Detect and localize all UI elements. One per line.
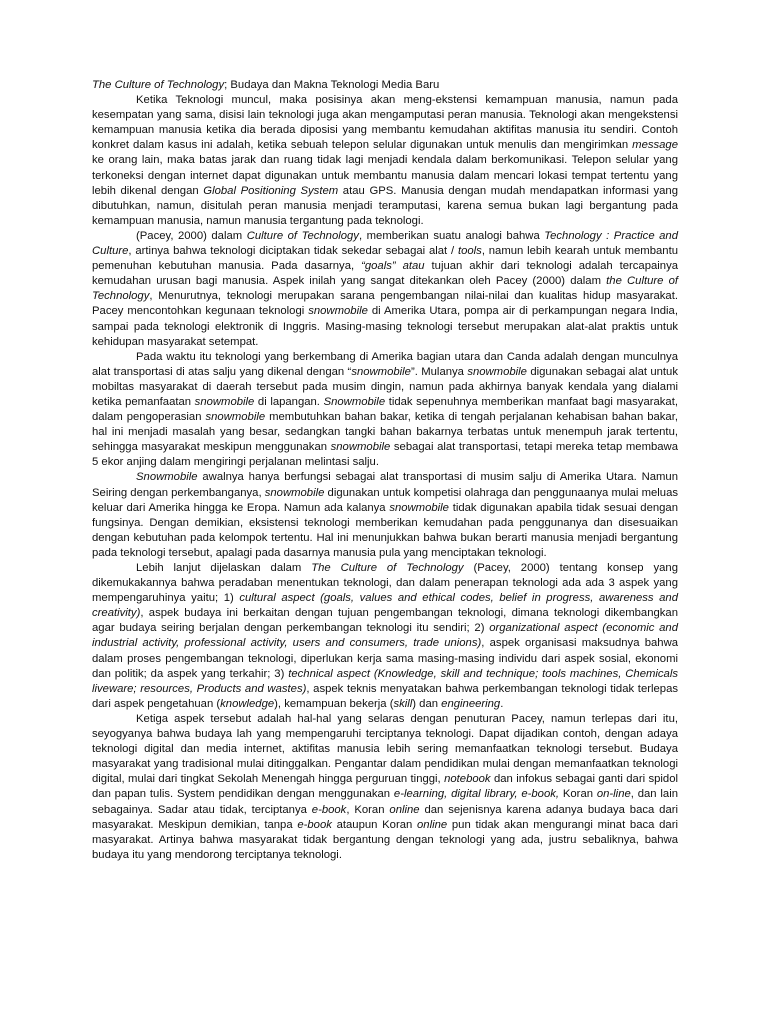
italic-run: snowmobile [389,501,449,514]
text-run: awalnya hanya berfungsi sebagai alat transportasi di musim salju di Amerika Utara. Namun Seiring dengan perkembanganya, [92,471,678,499]
paragraph [92,561,678,712]
text-run: , memberikan suatu analogi bahwa [358,229,545,242]
text-run: , dan lain sebagainya. Sadar atau tidak, terciptanya [92,788,678,816]
text-run: , Menurutnya, teknologi merupakan sarana pengembangan nilai-nilai dan kualitas hidup masyarakat. Pacey mencontohkan kegunaan teknologi [92,290,678,318]
text-run: sebagai alat transportasi, tetapi mereka tetap membawa 5 ekor anjing dalam mengiringi perjalanan melintasi salju. [92,441,679,469]
text-run: digunakan sebagai alat untuk mobiltas masyarakat di daerah tersebut pada musim dingin, namun pada akhirnya banyak kendala yang dialami ketika pemanfaatan [92,365,678,408]
paragraph [92,229,678,350]
text-run: , Koran [346,803,390,816]
italic-run: engineering [441,697,501,710]
italic-run: notebook [444,773,491,786]
italic-run: skill [393,697,413,710]
italic-run: e-book [297,818,332,831]
title-italic: The Culture of Technology [92,79,225,91]
text-run: Lebih lanjut dijelaskan dalam [136,562,312,574]
italic-run: snowmobile [308,305,368,318]
text-run: , artinya bahwa teknologi diciptakan tidak sekedar sebagai alat / [128,245,458,258]
italic-run: snowmobile [194,395,255,408]
text-run: , aspek organisasi maksudnya bahwa dalam proses pengembangan teknologi, diperlukan kerja sama masing-masing individu dari aspek sosial, ekonomi dan politik; da aspek yang terkahir; 3) [92,637,679,680]
text-run: ) dan [412,697,442,710]
text-run: , aspek budaya ini berkaitan dengan tujuan pengembangan teknologi, dimana teknologi dikembangkan agar budaya seiring berjalan dengan perkembangan teknologi itu sendiri; 2) [92,607,678,635]
paragraph [92,350,678,471]
italic-run: e-book [311,803,347,816]
text-run: Ketiga aspek tersebut adalah hal-hal yang selaras dengan penuturan Pacey, namun terlepas dari itu, seyogyanya bahwa budaya lah yang mempengaruhi terciptanya teknologi. Dapat dijadikan contoh, dengan adaya teknologi digital dan media internet, aktifitas manusia lebih sering memanfaatkan teknologi tersebut. Budaya masyarakat yang tradisional mulai ditinggalkan. Pengantar dalam pendidikan mulai dengan memanfaatkan teknologi digital, mulai dari tingkat Sekolah Menengah hingga perguruan tinggi, [92,712,678,786]
italic-run: Culture of Technology [246,229,359,242]
text-run: digunakan untuk kompetisi olahraga dan penggunaanya mulai meluas keluar dari Amerika hingga ke Eropa. Namun ada kalanya [92,486,678,514]
text-run: atau GPS. Manusia dengan mudah mendapatkan informasi yang dibutuhkan, namun, disitulah peran manusia menjadi teramputasi, karena semua bukan lagi bergantung pada kemampuan manusia, namun manusia tergantung pada teknologi. [92,184,678,227]
text-run: (Pacey, 2000) tentang konsep yang dikemukakannya bahwa peradaban menentukan teknologi, dan dalam penerapan teknologi ada ada 3 aspek yang mempengaruhinya yaitu; 1) [92,562,678,605]
text-run: ataupun Koran [331,818,418,831]
text-run: tujuan akhir dari teknologi adalah tercapainya kemudahan urusan bagi manusia. Aspek inilah yang sangat ditekankan oleh Pacey (2000) dalam [92,260,679,288]
italic-run: snowmobile [467,365,527,378]
italic-run: The Culture of Technology [311,562,464,574]
paragraph [92,712,678,863]
italic-run: snowmobile [351,365,411,378]
italic-run: snowmobile [330,441,391,454]
text-run: ke orang lain, maka batas jarak dan ruang tidak lagi menjadi kendala dalam berkomunikasi. Telepon selular yang terkoneksi dengan internet dapat digunakan untuk membantu manusia dalam mencari lokasi tempat tertentu yang lebih dikenal dengan [92,154,678,197]
text-run: pun tidak akan mengurangi minat baca dari masyarakat. Artinya bahwa masyarakat tidak bergantung dengan teknologi yang ada, justru sebaliknya, bahwa budaya itu yang mendorong terciptanya teknologi. [92,818,678,861]
text-run: Koran [559,788,597,801]
italic-run: Snowmobile [323,395,386,408]
italic-run: cultural aspect (goals, values and ethical codes, belief in progress, awareness and creativity) [92,592,678,620]
italic-run: Global Positioning System [203,184,339,197]
italic-run: the Culture of Technology [92,275,679,303]
text-run: . [500,697,504,710]
italic-run: on-line [596,788,631,801]
text-run: , namun lebih kearah untuk membantu pemenuhan kebutuhan manusia. Pada dasarnya, [92,245,678,273]
text-run: tidak digunakan apabila tidak sesuai dengan fungsinya. Dengan demikian, eksistensi teknologi memberikan kemudahan pada penggunanya dan disesuaikan dengan kebutuhan pada kelompok tertentu. Hal ini menunjukkan bahwa bukan berarti manusia menjadi bergantung pada teknologi tersebut, apalagi pada dasarnya manusia pula yang menciptakan teknologi. [92,501,678,559]
text-run: ), kemampuan bekerja ( [274,697,394,710]
italic-run: e-learning, digital library, e-book, [393,788,560,801]
document-title [92,78,678,93]
italic-run: online [389,803,420,816]
italic-run: snowmobile [205,411,266,424]
italic-run: message [632,139,678,152]
text-run: (Pacey, 2000) dalam [136,229,247,242]
text-run: tidak sepenuhnya memberikan manfaat bagi masyarakat, dalam pengoperasian [92,395,678,424]
italic-run: Technology : Practice and Culture [92,229,678,258]
italic-run: technical aspect (Knowledge, skill and technique; tools machines, Chemicals liveware; resources, Products and wastes) [92,667,678,695]
italic-run: “goals” atau [361,260,425,273]
text-run: di Amerika Utara, pompa air di perkampungan negara India, sampai pada teknologi elektronik di Inggris. Masing-masing teknologi tersebut merupakan alat-alat praktis untuk kehidupan masyarakat setempat. [92,305,678,348]
text-run: dan infokus sebagai ganti dari spidol dan papan tulis. System pendidikan dengan menggunakan [92,773,678,801]
text-run: dan sejenisnya karena adanya budaya baca dari masyarakat. Meskipun demikian, tanpa [92,803,679,831]
italic-run: organizational aspect (economic and industrial activity, professional activity, users and consumers, trade unions) [92,622,678,650]
document-body [92,93,678,863]
text-run: membutuhkan bahan bakar, ketika di tengah perjalanan kehabisan bahan bakar, hal ini menjadi masalah yang besar, sedangkan tangki bahan bakarnya terbatas untuk menempuh jarak tertentu, sehingga masyarakat meskipun menggunakan [92,411,678,454]
text-run: ”. Mulanya [410,365,468,378]
paragraph [92,470,678,561]
italic-run: knowledge [220,697,275,710]
title-rest: ; Budaya dan Makna Teknologi Media Baru [224,79,440,91]
italic-run: tools [457,245,482,258]
italic-run: Snowmobile [136,471,198,484]
text-run: Ketika Teknologi muncul, maka posisinya akan meng-ekstensi kemampuan manusia, namun pada kesempatan yang sama, disisi lain teknologi juga akan mengamputasi peran manusia. Teknologi akan mengekstensi kemampuan manusia ketika dia berada diposisi yang membantu kemudahan aktifitas manusia itu sendiri. Contoh konkret dalam kasus ini adalah, ketika sebuah telepon selular digunakan untuk menulis dan mengirimkan [92,94,678,152]
italic-run: online [417,818,448,831]
italic-run: snowmobile [264,486,325,499]
text-run: , aspek teknis menyatakan bahwa perkembangan teknologi tidak terlepas dari aspek pengetahuan ( [92,682,678,710]
document-page [92,78,678,863]
paragraph [92,93,678,229]
text-run: Pada waktu itu teknologi yang berkembang di Amerika bagian utara dan Canda adalah dengan munculnya alat transportasi di atas salju yang dikenal dengan “ [92,350,678,378]
text-run: di lapangan. [254,395,324,408]
